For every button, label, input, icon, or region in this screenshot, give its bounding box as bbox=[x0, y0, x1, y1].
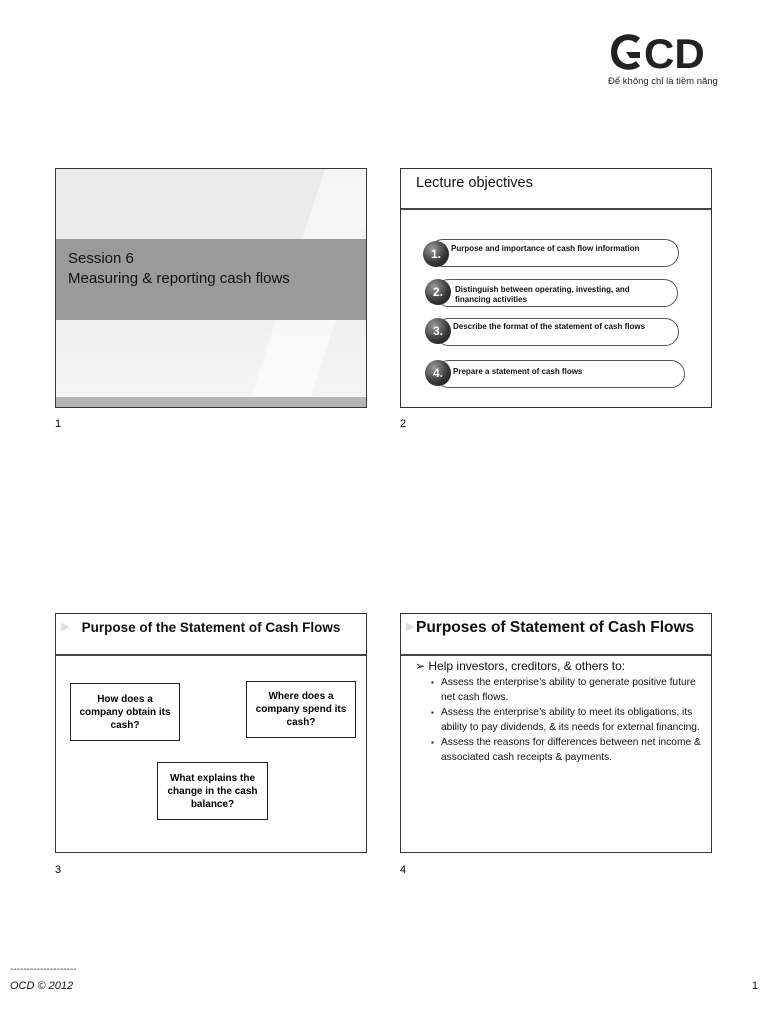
slide-4-title: Purposes of Statement of Cash Flows bbox=[416, 619, 695, 636]
objective-number: 3. bbox=[425, 318, 451, 344]
slide-4-lead: ➢ Help investors, creditors, & others to: bbox=[415, 659, 626, 673]
footer-separator: -------------------- bbox=[10, 964, 77, 975]
slide-4-bullet-list bbox=[431, 676, 703, 766]
slide-1-title-line2: Measuring & reporting cash flows bbox=[68, 270, 290, 287]
slide-1 bbox=[55, 168, 367, 408]
question-box: How does a company obtain its cash? bbox=[70, 683, 180, 741]
slide-2 bbox=[400, 168, 712, 408]
slide-number: 2 bbox=[400, 418, 407, 430]
slide-2-divider bbox=[401, 208, 711, 210]
objective-text: Purpose and importance of cash flow information bbox=[451, 244, 640, 253]
footer-page-number: 1 bbox=[751, 980, 758, 992]
ocd-logo-mark bbox=[606, 30, 722, 74]
objective-number: 1. bbox=[423, 241, 449, 267]
bullet-item: ▪ Assess the enterprise’s ability to meet its obligations, its ability to pay dividends, & its needs for external financing. bbox=[431, 706, 703, 735]
slide-number: 4 bbox=[400, 864, 407, 876]
slide-1-title-line1: Session 6 bbox=[68, 250, 134, 267]
question-box: What explains the change in the cash balance? bbox=[157, 762, 268, 820]
objective-text: Prepare a statement of cash flows bbox=[453, 367, 583, 376]
slide-3-divider bbox=[56, 654, 366, 656]
logo-brand-text: CD bbox=[644, 30, 705, 74]
bullet-item: ▪ Assess the reasons for differences between net income & associated cash receipts & payments. bbox=[431, 736, 703, 765]
objective-text: Distinguish between operating, investing, and financing activities bbox=[455, 285, 630, 304]
slide-1-title bbox=[68, 249, 290, 289]
ocd-logo bbox=[606, 30, 722, 90]
slide-3 bbox=[55, 613, 367, 853]
slide-1-footer-bar bbox=[56, 397, 366, 407]
slide-3-title: Purpose of the Statement of Cash Flows bbox=[81, 620, 341, 635]
objective-text: Describe the format of the statement of cash flows bbox=[453, 322, 646, 331]
slide-4 bbox=[400, 613, 712, 853]
slide-number: 1 bbox=[55, 418, 62, 430]
objective-number: 4. bbox=[425, 360, 451, 386]
slide-number: 3 bbox=[55, 864, 62, 876]
bullet-item: ▪ Assess the enterprise’s ability to generate positive future net cash flows. bbox=[431, 676, 703, 705]
slide-4-divider bbox=[401, 654, 711, 656]
play-arrow-icon: ▶ bbox=[406, 621, 415, 633]
objective-number: 2. bbox=[425, 279, 451, 305]
play-arrow-icon: ▶ bbox=[61, 621, 70, 633]
logo-tagline: Để không chỉ là tiềm năng bbox=[608, 76, 718, 87]
slide-2-title: Lecture objectives bbox=[416, 175, 533, 191]
footer-copyright: OCD © 2012 bbox=[10, 980, 74, 992]
question-box: Where does a company spend its cash? bbox=[246, 681, 356, 738]
